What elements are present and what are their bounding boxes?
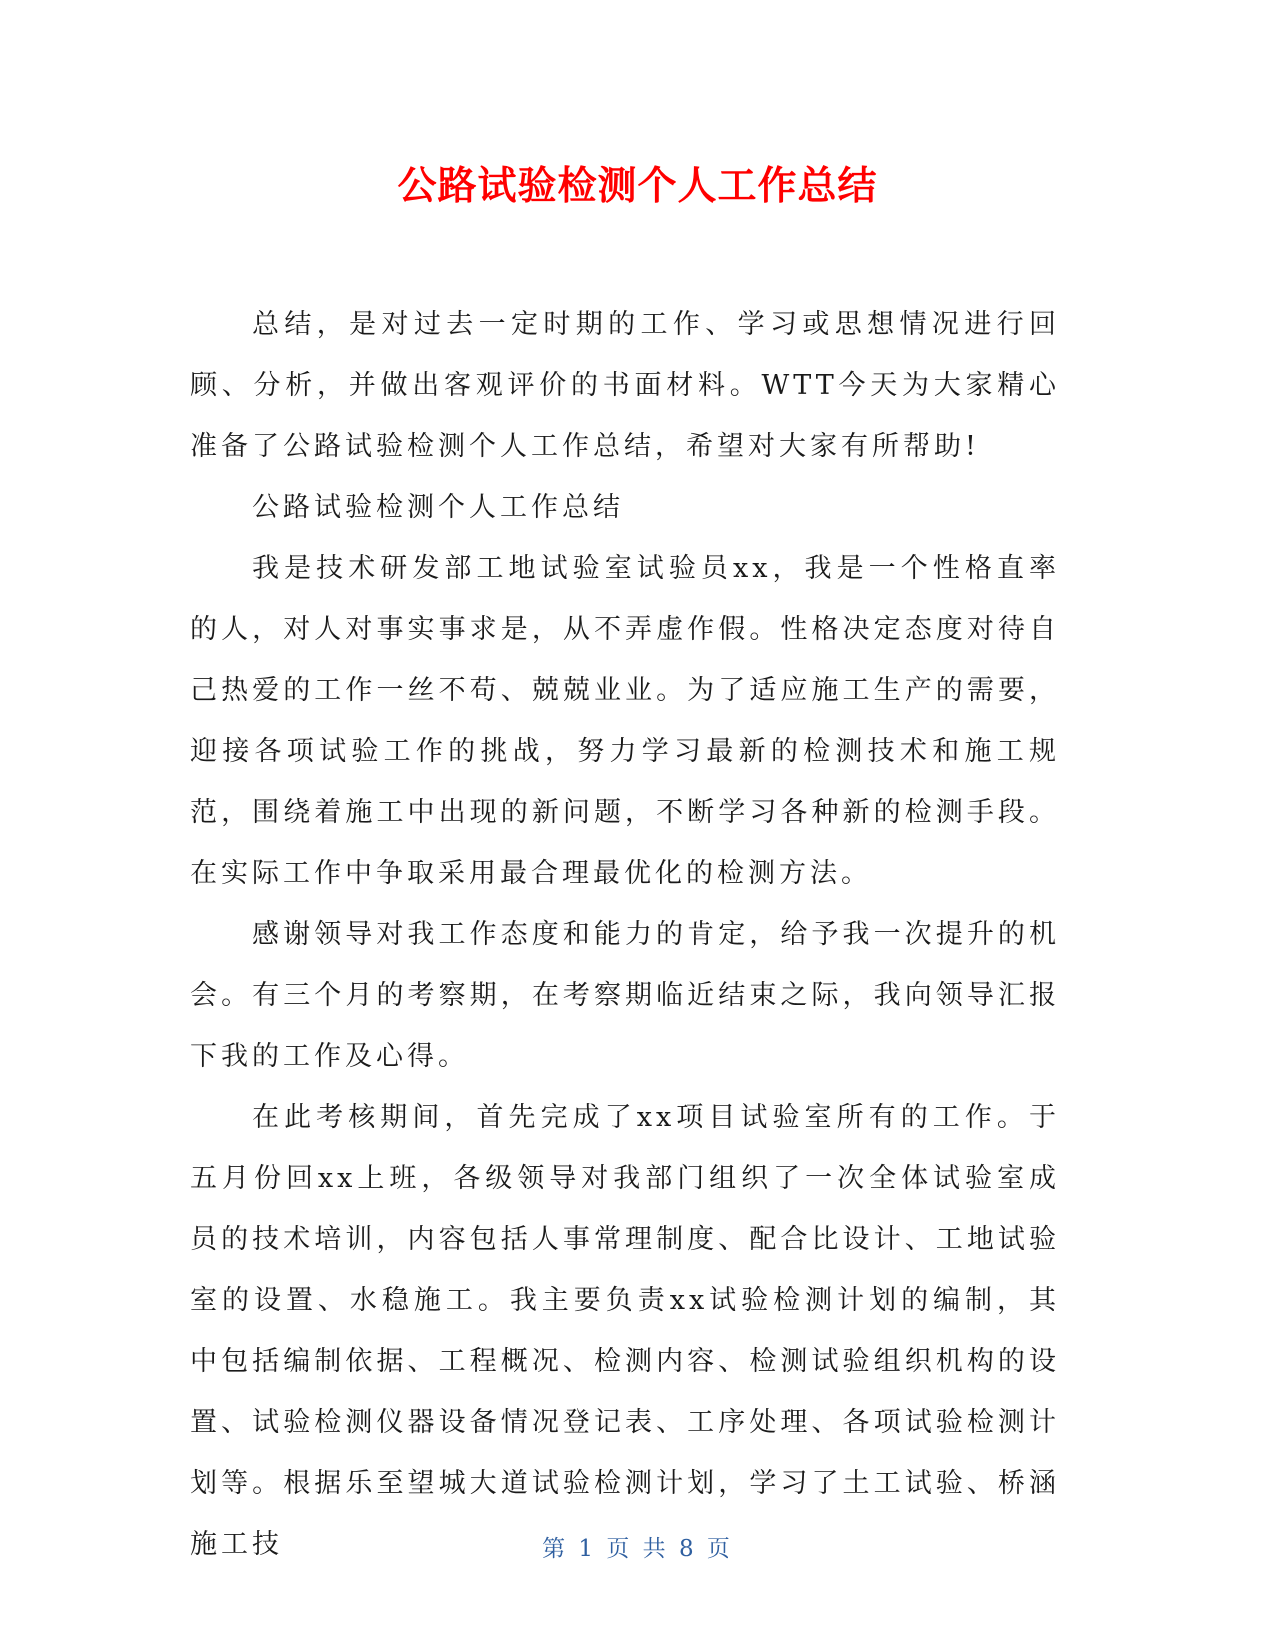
document-title: 公路试验检测个人工作总结: [397, 164, 878, 209]
paragraph-thanks: 感谢领导对我工作态度和能力的肯定，给予我一次提升的机会。有三个月的考察期，在考察期临近结束之际，我向领导汇报下我的工作及心得。: [190, 919, 1060, 1072]
paragraph-subtitle: 公路试验检测个人工作总结: [252, 492, 624, 523]
paragraph-self-introduction: 我是技术研发部工地试验室试验员xx，我是一个性格直率的人，对人对事实事求是，从不弄虚作假。性格决定态度对待自己热爱的工作一丝不苟、兢兢业业。为了适应施工生产的需要，迎接各项试验工作的挑战，努力学习最新的检测技术和施工规范，围绕着施工中出现的新问题，不断学习各种新的检测手段。在实际工作中争取采用最合理最优化的检测方法。: [190, 553, 1060, 889]
page-number-footer: 第 1 页 共 8 页: [542, 1536, 733, 1562]
document-body: [190, 294, 1060, 1575]
paragraph-intro: 总结，是对过去一定时期的工作、学习或思想情况进行回顾、分析，并做出客观评价的书面材料。WTT今天为大家精心准备了公路试验检测个人工作总结，希望对大家有所帮助!: [190, 309, 1060, 462]
paragraph-assessment: 在此考核期间，首先完成了xx项目试验室所有的工作。于五月份回xx上班，各级领导对我部门组织了一次全体试验室成员的技术培训，内容包括人事常理制度、配合比设计、工地试验室的设置、水稳施工。我主要负责xx试验检测计划的编制，其中包括编制依据、工程概况、检测内容、检测试验组织机构的设置、试验检测仪器设备情况登记表、工序处理、各项试验检测计划等。根据乐至望城大道试验检测计划，学习了土工试验、桥涵施工技: [190, 1102, 1060, 1560]
